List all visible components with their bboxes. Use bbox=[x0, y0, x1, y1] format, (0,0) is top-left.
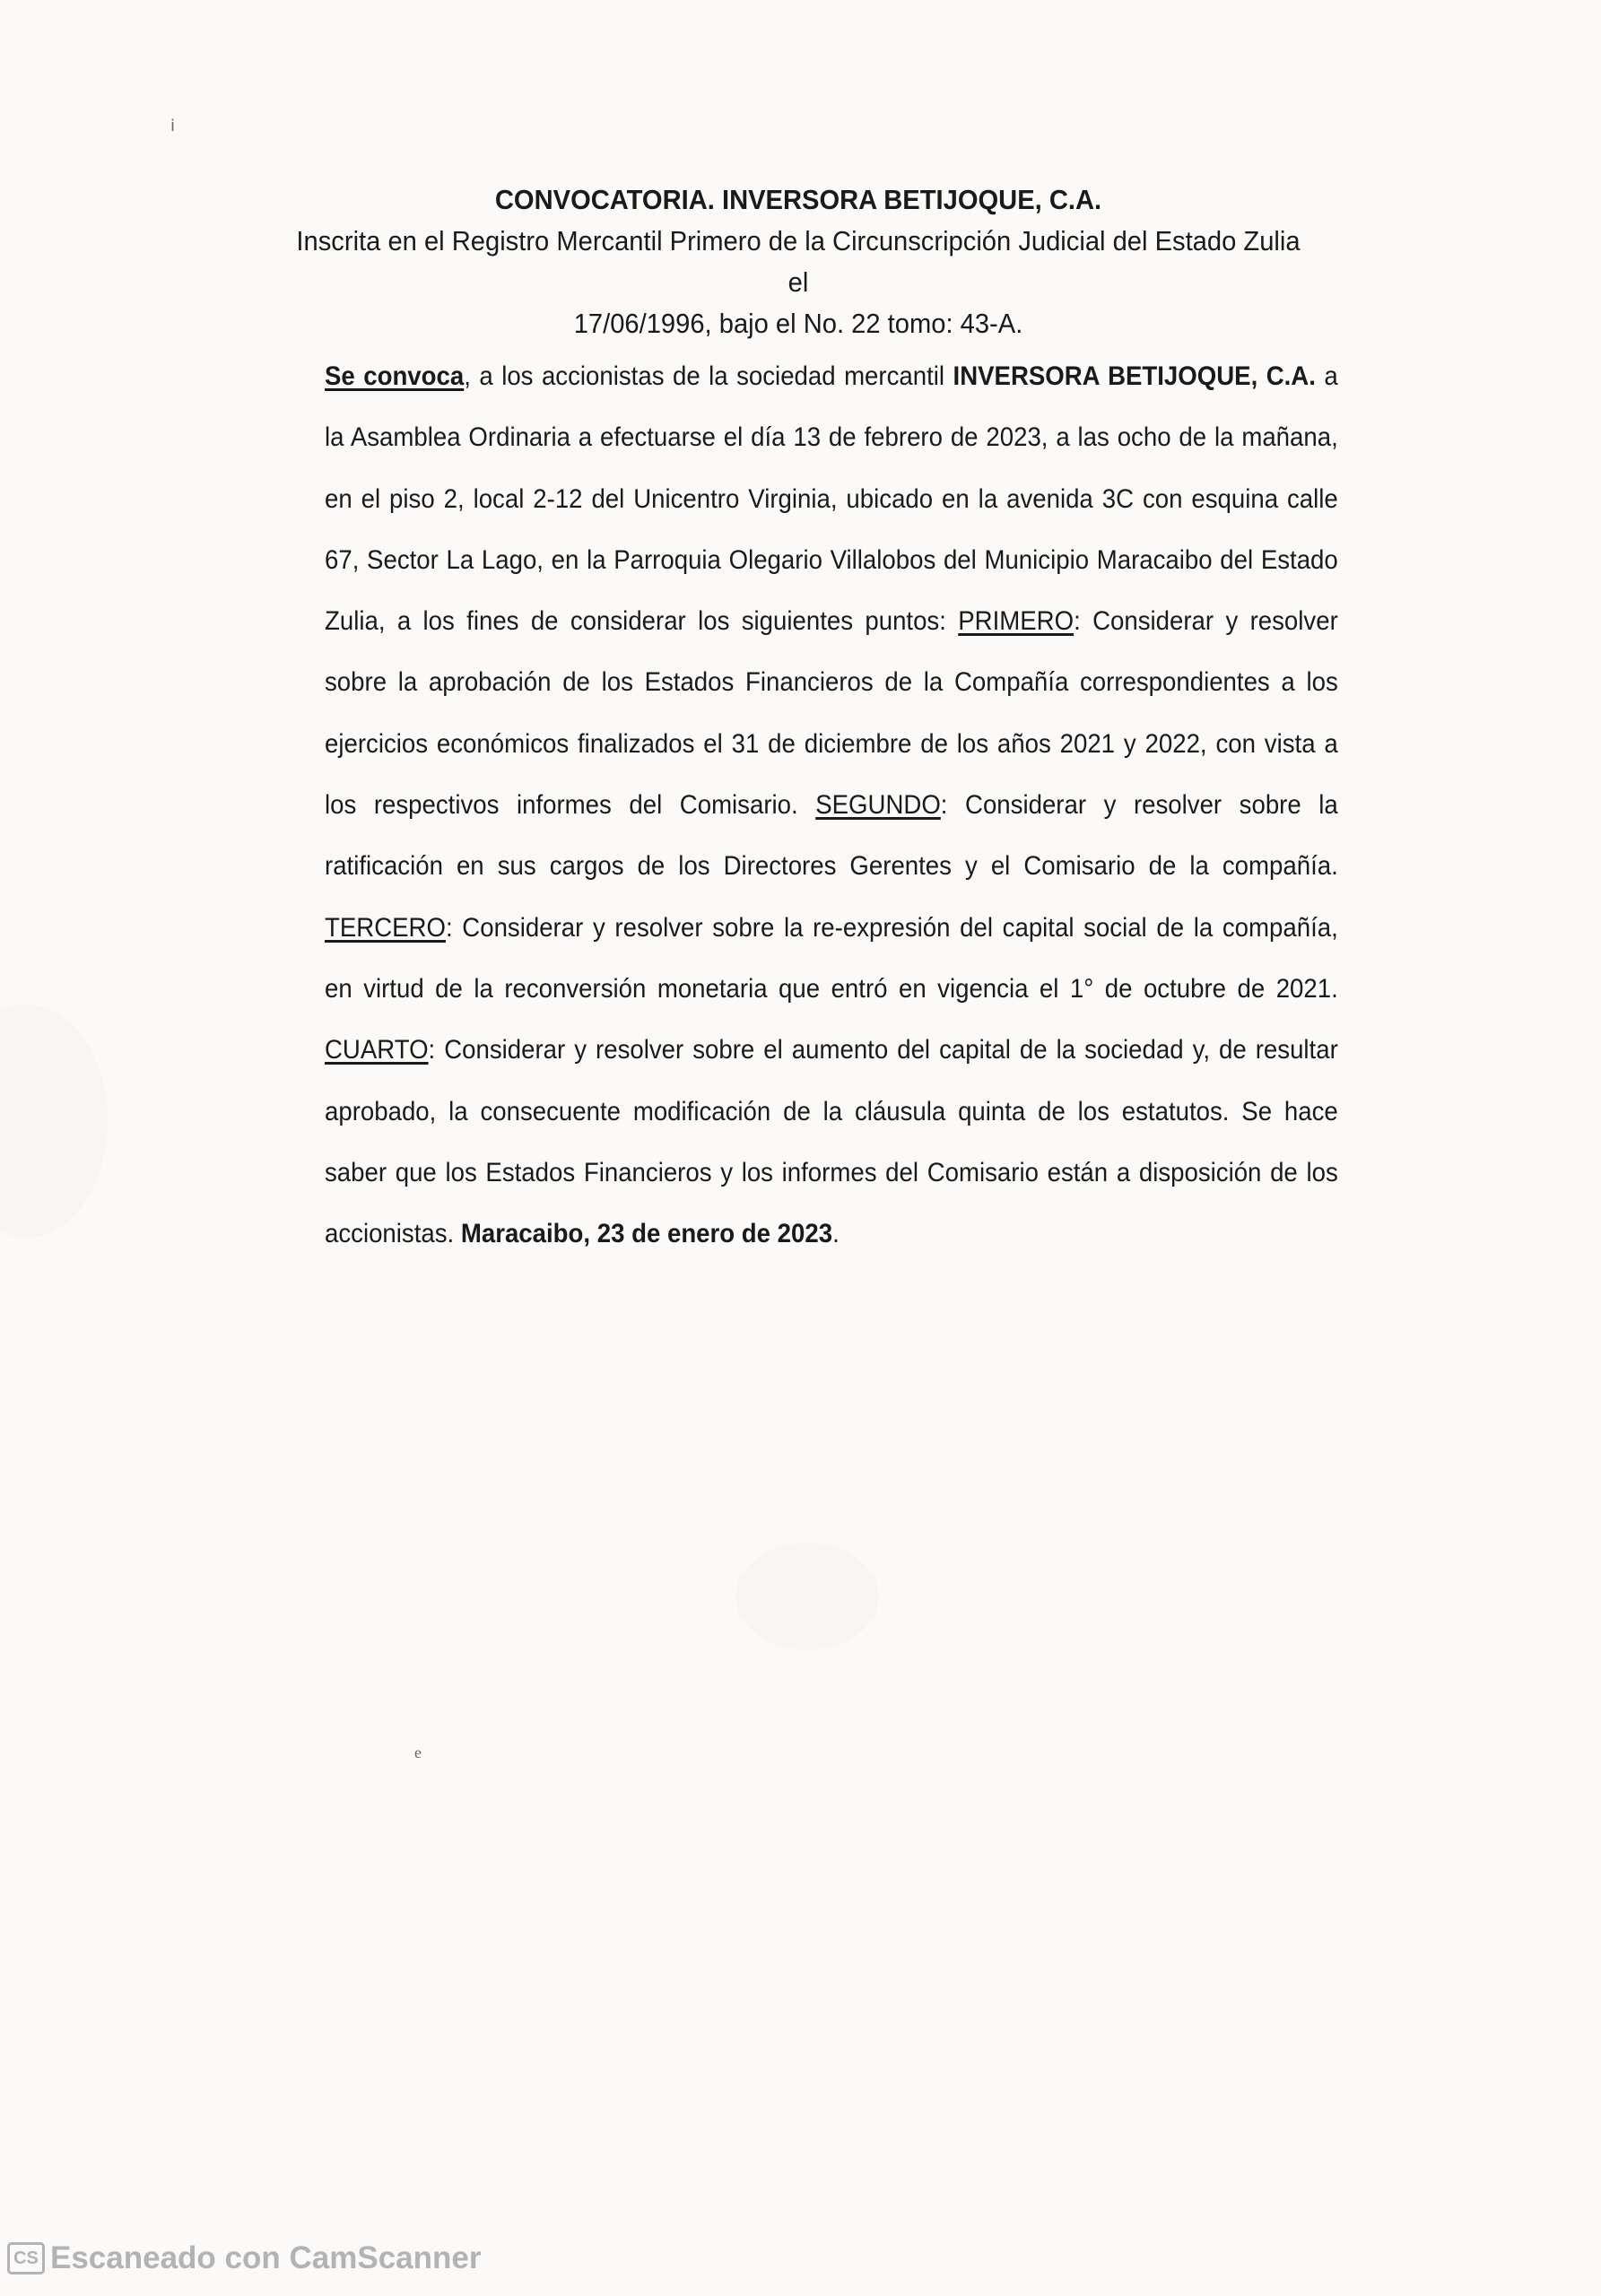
camscanner-icon: CS bbox=[7, 2242, 45, 2274]
document-header bbox=[284, 179, 1313, 344]
body-text-4: : Considerar y resolver sobre la ratificación en sus cargos de los Directores Gerentes y el Comisario de la compañía. bbox=[325, 790, 1338, 882]
scan-speck: e bbox=[414, 1744, 422, 1761]
closing-period: . bbox=[832, 1219, 840, 1249]
body-text-6: : Considerar y resolver sobre el aumento del capital de la sociedad y, de resultar aprobado, la consecuente modificación de la cláusula quinta de los estatutos. Se hace saber que los Estados Financieros y los informes del Comisario están a disposición de los accionistas. bbox=[325, 1035, 1338, 1249]
point-1-label: PRIMERO bbox=[958, 606, 1075, 637]
closing-date: Maracaibo, 23 de enero de 2023 bbox=[460, 1219, 833, 1249]
document-title: CONVOCATORIA. INVERSORA BETIJOQUE, C.A. bbox=[494, 184, 1102, 215]
registry-line-2: 17/06/1996, bajo el No. 22 tomo: 43-A. bbox=[573, 308, 1023, 339]
paper-stain bbox=[735, 1543, 879, 1650]
camscanner-watermark bbox=[7, 2240, 481, 2276]
company-name: INVERSORA BETIJOQUE, C.A. bbox=[953, 361, 1316, 391]
scan-speck: ⅰ bbox=[170, 117, 176, 135]
lead-underlined: Se convoca bbox=[325, 361, 465, 391]
point-4-label: CUARTO bbox=[325, 1035, 429, 1065]
body-text-1: , a los accionistas de la sociedad mercantil bbox=[464, 361, 953, 391]
body-text-2: a la Asamblea Ordinaria a efectuarse el día 13 de febrero de 2023, a las ocho de la mañana, en el piso 2, local 2-12 del Unicentro Virginia, ubicado en la avenida 3C con esquina calle 67, Sector La Lago, en la Parroquia Olegario Villalobos del Municipio Maracaibo del Estado Zulia, a los fines de considerar los siguientes puntos: bbox=[325, 361, 1338, 637]
body-text-3: : Considerar y resolver sobre la aprobación de los Estados Financieros de la Compañía correspondientes a los ejercicios económicos finalizados el 31 de diciembre de los años 2021 y 2022, con vista a los respectivos informes del Comisario. bbox=[325, 606, 1338, 821]
watermark-text: Escaneado con CamScanner bbox=[50, 2240, 482, 2275]
point-2-label: SEGUNDO bbox=[815, 790, 941, 821]
point-3-label: TERCERO bbox=[325, 912, 446, 943]
paper-stain bbox=[0, 1004, 108, 1238]
document-body bbox=[325, 346, 1338, 1265]
body-text-5: : Considerar y resolver sobre la re-expresión del capital social de la compañía, en virtud de la reconversión monetaria que entró en vigencia el 1° de octubre de 2021. bbox=[325, 912, 1338, 1004]
registry-line-1: Inscrita en el Registro Mercantil Primero de la Circunscripción Judicial del Estado Zulia el bbox=[296, 225, 1301, 298]
